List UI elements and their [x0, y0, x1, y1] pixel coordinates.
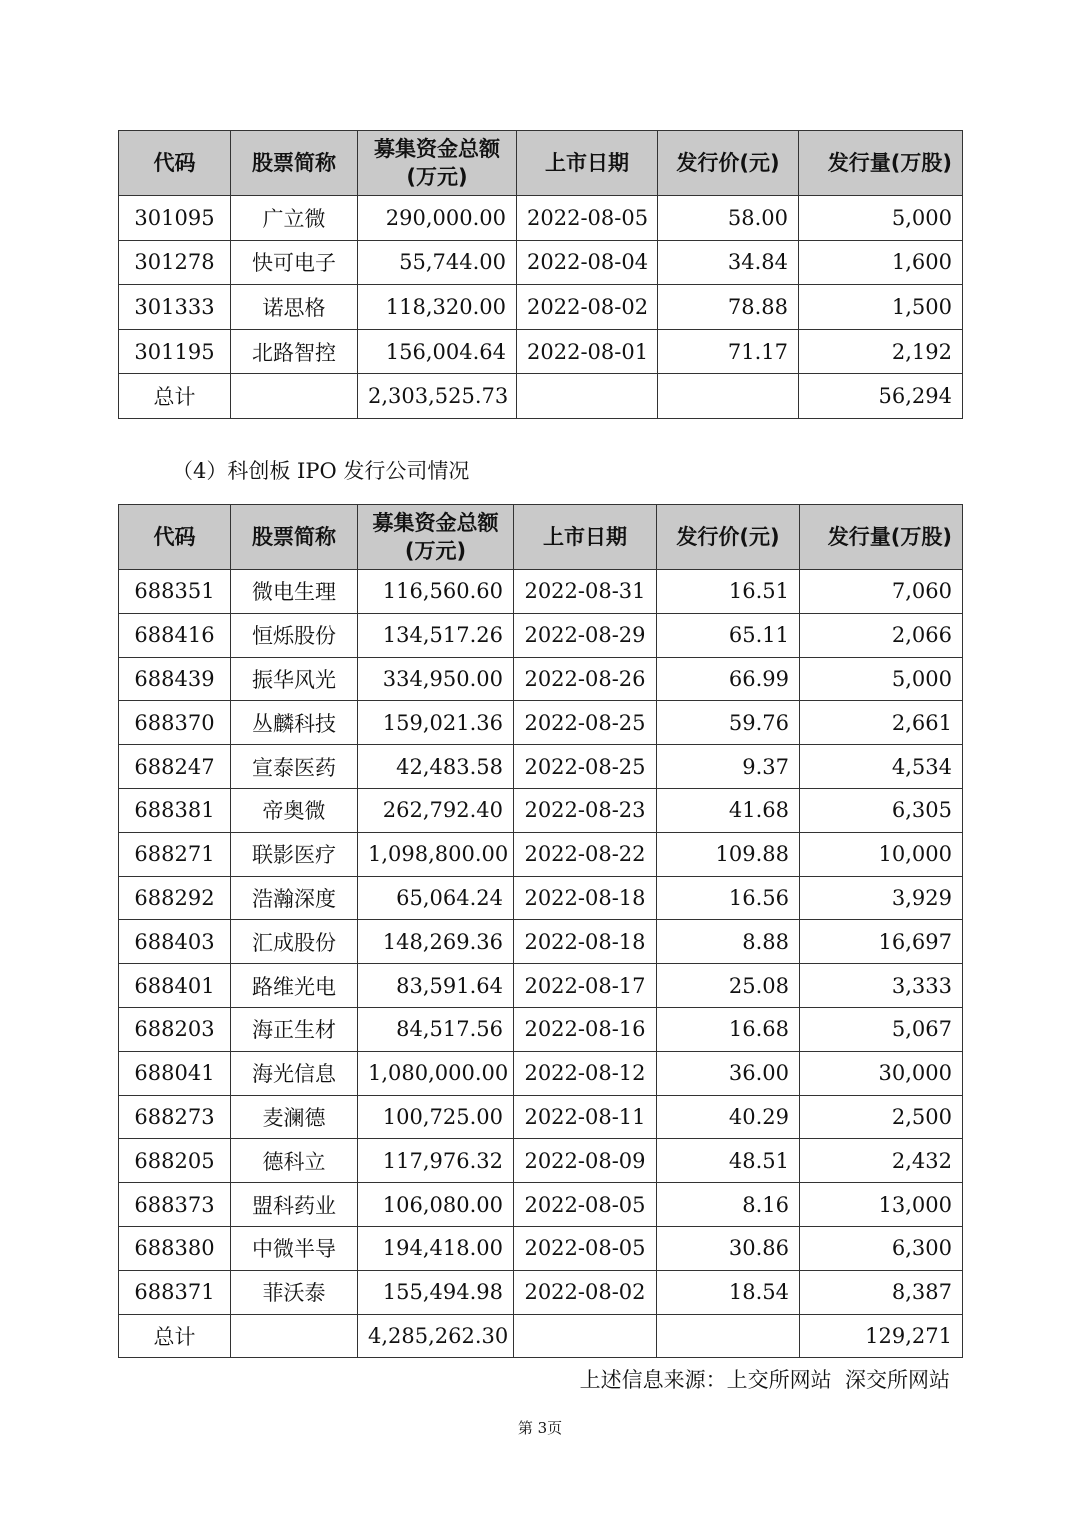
- cell-listing-date: 2022-08-22: [514, 832, 657, 876]
- cell-stock-name: 帝奥微: [231, 788, 358, 832]
- cell-listing-date: 2022-08-01: [517, 329, 658, 374]
- cell-code: 688381: [119, 788, 231, 832]
- table-body: [119, 196, 963, 419]
- cell-fund-raised: 194,418.00: [358, 1226, 514, 1270]
- cell-listing-date: 2022-08-05: [517, 196, 658, 241]
- header-stock-name: 股票简称: [231, 131, 358, 196]
- cell-code: 688041: [119, 1051, 231, 1095]
- cell-issue-volume: 13,000: [800, 1183, 963, 1227]
- table-row: [119, 1007, 963, 1051]
- cell-code: 301333: [119, 285, 231, 330]
- header-issue-volume: 发行量(万股): [799, 131, 963, 196]
- cell-code: 688247: [119, 745, 231, 789]
- table-row: [119, 1051, 963, 1095]
- cell-issue-price: 34.84: [658, 240, 799, 285]
- cell-fund-raised: 100,725.00: [358, 1095, 514, 1139]
- cell-issue-price: 16.56: [657, 876, 800, 920]
- cell-stock-name: 北路智控: [231, 329, 358, 374]
- cell-stock-name: 联影医疗: [231, 832, 358, 876]
- cell-issue-price: 8.88: [657, 920, 800, 964]
- table-row: [119, 657, 963, 701]
- cell-listing-date: 2022-08-18: [514, 920, 657, 964]
- header-issue-volume: 发行量(万股): [800, 505, 963, 570]
- cell-issue-price: 48.51: [657, 1139, 800, 1183]
- cell-issue-volume: 3,929: [800, 876, 963, 920]
- cell-issue-volume: 3,333: [800, 964, 963, 1008]
- cell-issue-volume: 1,600: [799, 240, 963, 285]
- cell-listing-date: 2022-08-09: [514, 1139, 657, 1183]
- page-number: 第 3页: [517, 1419, 563, 1437]
- ipo-table-chinext: [118, 130, 963, 419]
- cell-issue-price: 18.54: [657, 1270, 800, 1314]
- cell-empty: [231, 1314, 358, 1358]
- cell-fund-raised: 117,976.32: [358, 1139, 514, 1183]
- cell-stock-name: 诺思格: [231, 285, 358, 330]
- cell-issue-volume: 8,387: [800, 1270, 963, 1314]
- total-fund-raised: 2,303,525.73: [358, 374, 517, 419]
- cell-stock-name: 丛麟科技: [231, 701, 358, 745]
- cell-stock-name: 麦澜德: [231, 1095, 358, 1139]
- cell-code: 688371: [119, 1270, 231, 1314]
- cell-issue-price: 66.99: [657, 657, 800, 701]
- cell-issue-price: 65.11: [657, 613, 800, 657]
- cell-stock-name: 微电生理: [231, 570, 358, 614]
- section-heading: （4）科创板 IPO 发行公司情况: [172, 459, 470, 483]
- table-row: [119, 788, 963, 832]
- cell-stock-name: 德科立: [231, 1139, 358, 1183]
- cell-listing-date: 2022-08-25: [514, 745, 657, 789]
- table-row: [119, 1095, 963, 1139]
- cell-fund-raised: 84,517.56: [358, 1007, 514, 1051]
- cell-fund-raised: 148,269.36: [358, 920, 514, 964]
- total-row: [119, 1314, 963, 1358]
- cell-fund-raised: 159,021.36: [358, 701, 514, 745]
- cell-listing-date: 2022-08-12: [514, 1051, 657, 1095]
- cell-fund-raised: 118,320.00: [358, 285, 517, 330]
- cell-code: 301095: [119, 196, 231, 241]
- cell-issue-price: 40.29: [657, 1095, 800, 1139]
- cell-listing-date: 2022-08-18: [514, 876, 657, 920]
- cell-stock-name: 快可电子: [231, 240, 358, 285]
- table-row: [119, 876, 963, 920]
- cell-stock-name: 宣泰医药: [231, 745, 358, 789]
- table-row: [119, 240, 963, 285]
- table-row: [119, 1270, 963, 1314]
- cell-code: 688403: [119, 920, 231, 964]
- cell-listing-date: 2022-08-16: [514, 1007, 657, 1051]
- cell-code: 688271: [119, 832, 231, 876]
- header-listing-date: 上市日期: [514, 505, 657, 570]
- cell-stock-name: 盟科药业: [231, 1183, 358, 1227]
- cell-stock-name: 浩瀚深度: [231, 876, 358, 920]
- cell-issue-price: 16.68: [657, 1007, 800, 1051]
- cell-issue-volume: 10,000: [800, 832, 963, 876]
- cell-listing-date: 2022-08-31: [514, 570, 657, 614]
- header-code: 代码: [119, 131, 231, 196]
- table-header-row: [119, 505, 963, 570]
- cell-fund-raised: 65,064.24: [358, 876, 514, 920]
- cell-issue-price: 78.88: [658, 285, 799, 330]
- cell-code: 301195: [119, 329, 231, 374]
- cell-listing-date: 2022-08-02: [514, 1270, 657, 1314]
- cell-fund-raised: 134,517.26: [358, 613, 514, 657]
- total-issue-volume: 129,271: [800, 1314, 963, 1358]
- cell-listing-date: 2022-08-05: [514, 1226, 657, 1270]
- cell-listing-date: 2022-08-02: [517, 285, 658, 330]
- cell-stock-name: 振华风光: [231, 657, 358, 701]
- cell-issue-price: 71.17: [658, 329, 799, 374]
- cell-fund-raised: 262,792.40: [358, 788, 514, 832]
- table-row: [119, 613, 963, 657]
- header-stock-name: 股票简称: [231, 505, 358, 570]
- cell-issue-volume: 4,534: [800, 745, 963, 789]
- cell-code: 301278: [119, 240, 231, 285]
- table-row: [119, 285, 963, 330]
- table-row: [119, 329, 963, 374]
- cell-fund-raised: 155,494.98: [358, 1270, 514, 1314]
- total-issue-volume: 56,294: [799, 374, 963, 419]
- cell-listing-date: 2022-08-26: [514, 657, 657, 701]
- cell-code: 688370: [119, 701, 231, 745]
- cell-fund-raised: 55,744.00: [358, 240, 517, 285]
- table-row: [119, 1226, 963, 1270]
- cell-issue-price: 30.86: [657, 1226, 800, 1270]
- cell-issue-volume: 5,000: [799, 196, 963, 241]
- cell-issue-volume: 5,000: [800, 657, 963, 701]
- cell-issue-volume: 6,305: [800, 788, 963, 832]
- cell-fund-raised: 106,080.00: [358, 1183, 514, 1227]
- cell-stock-name: 广立微: [231, 196, 358, 241]
- header-code: 代码: [119, 505, 231, 570]
- cell-listing-date: 2022-08-23: [514, 788, 657, 832]
- cell-issue-volume: 30,000: [800, 1051, 963, 1095]
- cell-stock-name: 路维光电: [231, 964, 358, 1008]
- cell-listing-date: 2022-08-04: [517, 240, 658, 285]
- cell-issue-volume: 2,432: [800, 1139, 963, 1183]
- table-row: [119, 701, 963, 745]
- cell-issue-price: 25.08: [657, 964, 800, 1008]
- cell-issue-price: 59.76: [657, 701, 800, 745]
- cell-code: 688203: [119, 1007, 231, 1051]
- cell-fund-raised: 334,950.00: [358, 657, 514, 701]
- cell-issue-price: 16.51: [657, 570, 800, 614]
- cell-issue-volume: 7,060: [800, 570, 963, 614]
- cell-listing-date: 2022-08-17: [514, 964, 657, 1008]
- cell-code: 688292: [119, 876, 231, 920]
- cell-issue-price: 8.16: [657, 1183, 800, 1227]
- ipo-table-star-market: [118, 504, 963, 1358]
- total-label: 总计: [119, 1314, 231, 1358]
- table-row: [119, 920, 963, 964]
- table-row: [119, 832, 963, 876]
- cell-fund-raised: 156,004.64: [358, 329, 517, 374]
- cell-empty: [657, 1314, 800, 1358]
- cell-empty: [658, 374, 799, 419]
- header-listing-date: 上市日期: [517, 131, 658, 196]
- cell-empty: [231, 374, 358, 419]
- cell-listing-date: 2022-08-11: [514, 1095, 657, 1139]
- cell-code: 688273: [119, 1095, 231, 1139]
- cell-issue-price: 9.37: [657, 745, 800, 789]
- cell-fund-raised: 42,483.58: [358, 745, 514, 789]
- cell-code: 688205: [119, 1139, 231, 1183]
- cell-stock-name: 中微半导: [231, 1226, 358, 1270]
- cell-code: 688416: [119, 613, 231, 657]
- cell-fund-raised: 1,080,000.00: [358, 1051, 514, 1095]
- table-body: [119, 570, 963, 1358]
- cell-code: 688373: [119, 1183, 231, 1227]
- table-row: [119, 1183, 963, 1227]
- total-fund-raised: 4,285,262.30: [358, 1314, 514, 1358]
- cell-stock-name: 海正生材: [231, 1007, 358, 1051]
- source-note: 上述信息来源：上交所网站 深交所网站: [579, 1368, 950, 1392]
- cell-code: 688439: [119, 657, 231, 701]
- cell-empty: [514, 1314, 657, 1358]
- table-header-row: [119, 131, 963, 196]
- header-issue-price: 发行价(元): [658, 131, 799, 196]
- cell-listing-date: 2022-08-29: [514, 613, 657, 657]
- cell-issue-volume: 2,661: [800, 701, 963, 745]
- cell-empty: [517, 374, 658, 419]
- cell-issue-volume: 16,697: [800, 920, 963, 964]
- cell-issue-price: 41.68: [657, 788, 800, 832]
- table-row: [119, 964, 963, 1008]
- header-fund-raised: 募集资金总额 (万元): [358, 131, 517, 196]
- total-row: [119, 374, 963, 419]
- cell-issue-volume: 1,500: [799, 285, 963, 330]
- cell-issue-price: 109.88: [657, 832, 800, 876]
- cell-issue-price: 36.00: [657, 1051, 800, 1095]
- cell-issue-volume: 5,067: [800, 1007, 963, 1051]
- table-row: [119, 745, 963, 789]
- cell-issue-volume: 6,300: [800, 1226, 963, 1270]
- cell-fund-raised: 1,098,800.00: [358, 832, 514, 876]
- cell-stock-name: 恒烁股份: [231, 613, 358, 657]
- cell-code: 688351: [119, 570, 231, 614]
- cell-issue-volume: 2,066: [800, 613, 963, 657]
- cell-code: 688401: [119, 964, 231, 1008]
- cell-stock-name: 汇成股份: [231, 920, 358, 964]
- cell-stock-name: 海光信息: [231, 1051, 358, 1095]
- cell-listing-date: 2022-08-25: [514, 701, 657, 745]
- cell-listing-date: 2022-08-05: [514, 1183, 657, 1227]
- table-row: [119, 570, 963, 614]
- header-fund-raised: 募集资金总额 (万元): [358, 505, 514, 570]
- cell-fund-raised: 83,591.64: [358, 964, 514, 1008]
- cell-code: 688380: [119, 1226, 231, 1270]
- cell-issue-price: 58.00: [658, 196, 799, 241]
- table-row: [119, 1139, 963, 1183]
- cell-fund-raised: 290,000.00: [358, 196, 517, 241]
- total-label: 总计: [119, 374, 231, 419]
- table-row: [119, 196, 963, 241]
- cell-fund-raised: 116,560.60: [358, 570, 514, 614]
- cell-stock-name: 菲沃泰: [231, 1270, 358, 1314]
- cell-issue-volume: 2,192: [799, 329, 963, 374]
- cell-issue-volume: 2,500: [800, 1095, 963, 1139]
- header-issue-price: 发行价(元): [657, 505, 800, 570]
